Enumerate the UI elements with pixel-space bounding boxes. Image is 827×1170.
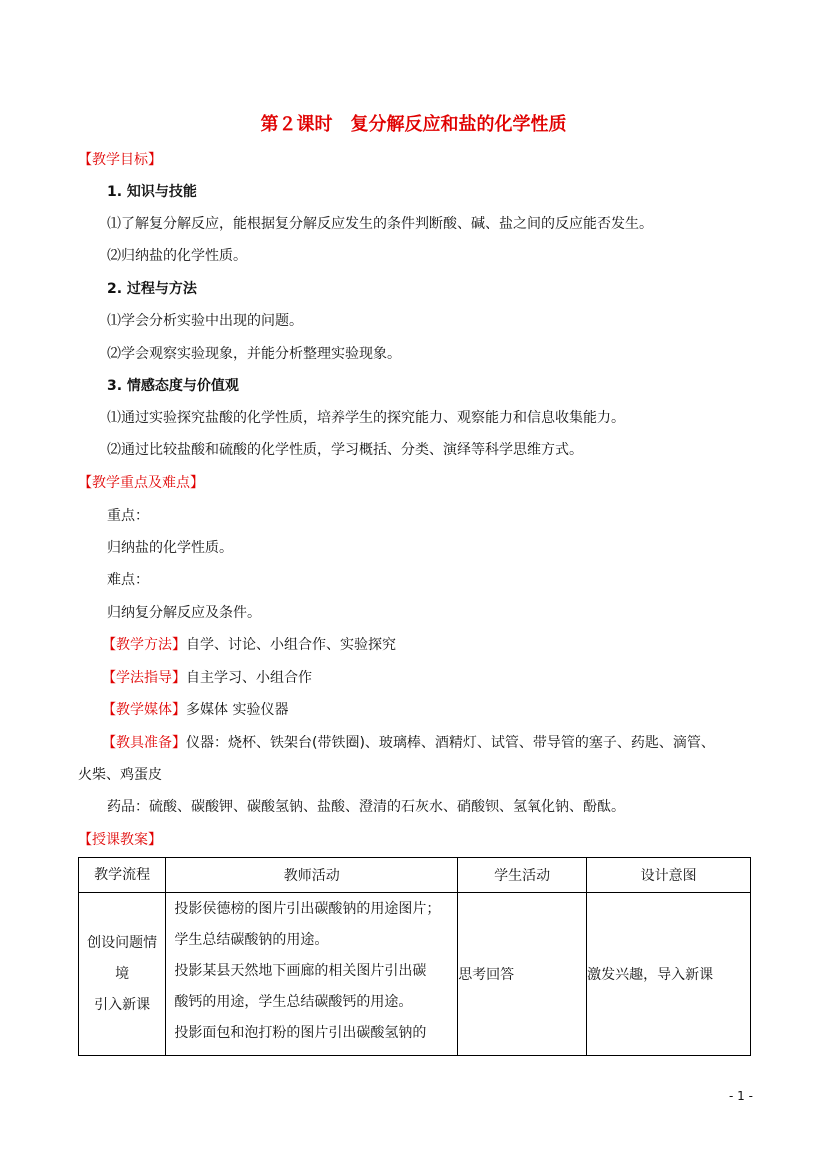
equipment-label: 【教具准备】 bbox=[102, 735, 186, 751]
header-teacher: 教师活动 bbox=[166, 858, 458, 893]
focus-key-label: 重点： bbox=[107, 508, 149, 524]
header-design: 设计意图 bbox=[587, 858, 751, 893]
teacher-activity-line: 投影侯德榜的图片引出碳酸钠的用途图片； bbox=[174, 901, 441, 917]
goals-section-3-item-1: ⑴通过实验探究盐酸的化学性质，培养学生的探究能力、观察能力和信息收集能力。 bbox=[107, 410, 625, 426]
goals-section-2-item-2: ⑵学会观察实验现象，并能分析整理实验现象。 bbox=[107, 346, 401, 362]
focus-difficult-label: 难点： bbox=[107, 572, 149, 588]
method-line bbox=[102, 635, 396, 655]
table-row bbox=[79, 893, 751, 1056]
method-text: 自学、讨论、小组合作、实验探究 bbox=[186, 637, 396, 653]
teacher-activity-line: 投影某县天然地下画廊的相关图片引出碳 bbox=[174, 963, 427, 979]
goals-section-2-item-1: ⑴学会分析实验中出现的问题。 bbox=[107, 313, 303, 329]
goals-section-1-item-1: ⑴了解复分解反应，能根据复分解反应发生的条件判断酸、碱、盐之间的反应能否发生。 bbox=[107, 216, 653, 232]
chemicals-text: 药品：硫酸、碳酸钾、碳酸氢钠、盐酸、澄清的石灰水、硝酸钡、氢氧化钠、酚酞。 bbox=[107, 799, 625, 815]
header-flow: 教学流程 bbox=[79, 858, 166, 893]
media-line bbox=[102, 700, 288, 720]
focus-heading: 【教学重点及难点】 bbox=[78, 475, 204, 491]
teacher-activity-line: 酸钙的用途，学生总结碳酸钙的用途。 bbox=[174, 994, 413, 1010]
flow-line: 引入新课 bbox=[94, 996, 151, 1013]
flow-line: 境 bbox=[115, 965, 130, 982]
plan-heading: 【授课教案】 bbox=[78, 832, 162, 848]
page-title: 第２课时 复分解反应和盐的化学性质 bbox=[260, 114, 567, 135]
goals-section-1-title: 1. 知识与技能 bbox=[107, 184, 197, 200]
flow-line: 创设问题情 bbox=[87, 934, 158, 951]
design-intent-cell: 激发兴趣，导入新课 bbox=[587, 893, 751, 1056]
goals-section-2-title: 2. 过程与方法 bbox=[107, 281, 197, 297]
equipment-text-continued: 火柴、鸡蛋皮 bbox=[78, 767, 162, 783]
goals-heading: 【教学目标】 bbox=[78, 152, 162, 168]
flow-cell bbox=[79, 893, 166, 1056]
teacher-activity-cell bbox=[166, 893, 458, 1056]
goals-section-1-item-2: ⑵归纳盐的化学性质。 bbox=[107, 248, 247, 264]
media-label: 【教学媒体】 bbox=[102, 702, 186, 718]
lesson-plan-table bbox=[78, 857, 751, 1056]
guide-label: 【学法指导】 bbox=[102, 670, 186, 686]
goals-section-3-item-2: ⑵通过比较盐酸和硫酸的化学性质，学习概括、分类、演绎等科学思维方式。 bbox=[107, 442, 583, 458]
guide-text: 自主学习、小组合作 bbox=[186, 670, 312, 686]
page-number: - 1 - bbox=[729, 1089, 753, 1103]
focus-key-text: 归纳盐的化学性质。 bbox=[107, 540, 233, 556]
teacher-activity-line: 投影面包和泡打粉的图片引出碳酸氢钠的 bbox=[174, 1025, 427, 1041]
header-student: 学生活动 bbox=[458, 858, 587, 893]
focus-difficult-text: 归纳复分解反应及条件。 bbox=[107, 605, 261, 621]
equipment-line bbox=[102, 733, 715, 753]
method-label: 【教学方法】 bbox=[102, 637, 186, 653]
equipment-text: 仪器：烧杯、铁架台(带铁圈)、玻璃棒、酒精灯、试管、带导管的塞子、药匙、滴管、 bbox=[186, 735, 715, 751]
guide-line bbox=[102, 668, 312, 688]
table-header-row bbox=[79, 858, 751, 893]
media-text: 多媒体 实验仪器 bbox=[186, 702, 289, 718]
goals-section-3-title: 3. 情感态度与价值观 bbox=[107, 378, 239, 394]
student-activity-cell: 思考回答 bbox=[458, 893, 587, 1056]
teacher-activity-line: 学生总结碳酸钠的用途。 bbox=[174, 932, 329, 948]
